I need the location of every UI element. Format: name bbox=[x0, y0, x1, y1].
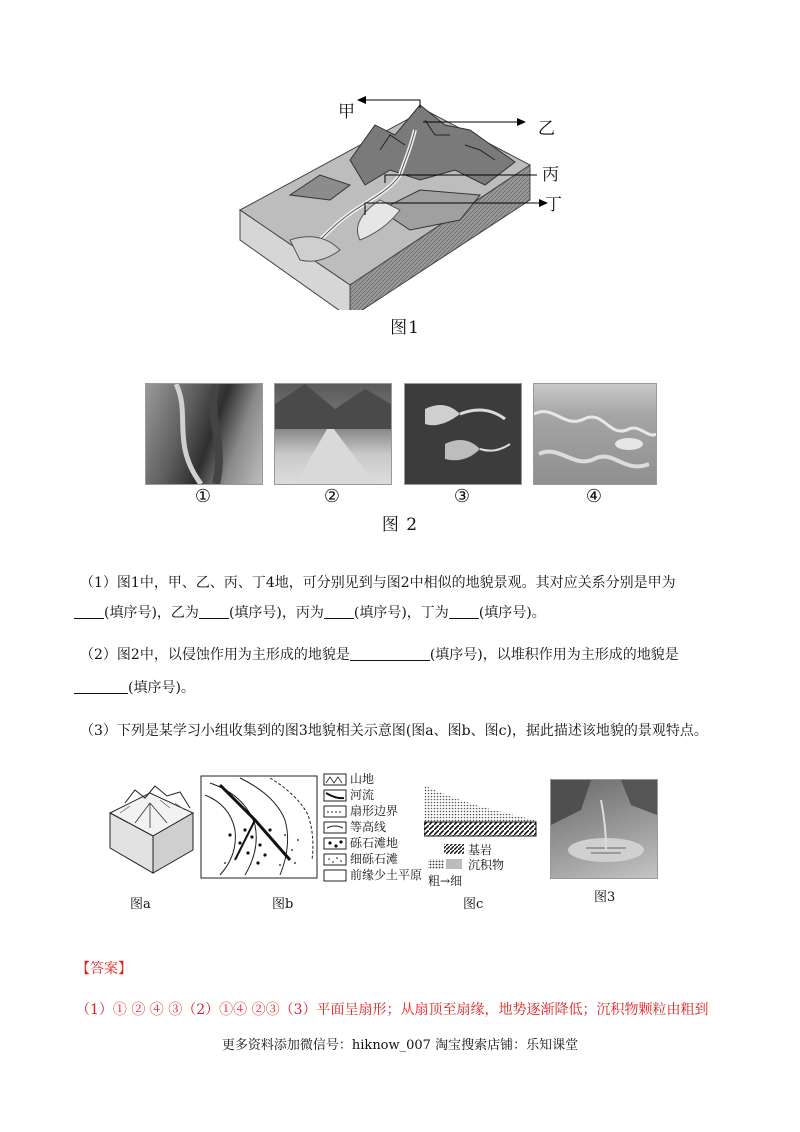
photo-alluvial-fan bbox=[274, 383, 392, 485]
caption-fig-a: 图a bbox=[130, 897, 151, 912]
question-1-line-1: （1）图1中，甲、乙、丙、丁4地，可分别见到与图2中相似的地貌景观。其对应关系分别是甲为 bbox=[80, 575, 676, 591]
q1-text-d: (填序号)。 bbox=[478, 605, 546, 621]
caption-fig-c: 图c bbox=[463, 897, 484, 912]
q2-text-c: (填序号)。 bbox=[128, 680, 195, 696]
legend-front-plain: 前缘少土平原 bbox=[350, 868, 423, 882]
figure-3a-diagram bbox=[105, 778, 195, 878]
photo-3-label: ③ bbox=[453, 486, 471, 507]
figure-3c-profile bbox=[424, 780, 539, 840]
landform-block-diagram bbox=[230, 90, 560, 310]
label-jia: 甲 bbox=[338, 102, 355, 122]
grain-fine: 细 bbox=[450, 874, 463, 888]
q1-text-a: (填序号)，乙为 bbox=[104, 605, 199, 621]
figure-1 bbox=[230, 90, 560, 310]
legend-bedrock: 基岩 bbox=[468, 843, 493, 857]
figure-3b-map bbox=[200, 775, 318, 879]
label-bing: 丙 bbox=[542, 165, 559, 185]
legend-grain-size bbox=[428, 873, 462, 889]
q2-text-b: (填序号)，以堆积作用为主形成的地貌是 bbox=[429, 647, 679, 663]
photo-4-label: ④ bbox=[585, 486, 603, 507]
legend-fine-gravel: 细砾石滩 bbox=[350, 852, 399, 866]
question-3: （3）下列是某学习小组收集到的图3地貌相关示意图(图a、图b、图c)，据此描述该地貌的景观特点。 bbox=[80, 723, 708, 739]
figure-1-caption: 图1 bbox=[390, 318, 420, 338]
figure-3c-legend bbox=[426, 842, 536, 892]
question-2-line-1 bbox=[80, 645, 679, 665]
label-yi: 乙 bbox=[538, 119, 555, 139]
legend-c-swatches bbox=[426, 842, 466, 874]
photo-1-label: ① bbox=[194, 486, 212, 507]
legend-fan-boundary: 扇形边界 bbox=[350, 804, 399, 818]
q1-text-c: (填序号)，丁为 bbox=[353, 605, 449, 621]
answer-text: （1）① ② ④ ③（2）①④ ②③（3）平面呈扇形；从扇顶至扇缘，地势逐渐降低；沉积物颗粒由粗到 bbox=[76, 1002, 709, 1018]
photo-meandering-river bbox=[533, 383, 657, 485]
grain-coarse: 粗 bbox=[428, 874, 441, 888]
legend-contour: 等高线 bbox=[350, 820, 387, 834]
photo-alluvial-fan-town bbox=[550, 779, 658, 879]
caption-fig-3: 图3 bbox=[594, 890, 616, 905]
footer-note: 更多资料添加微信号：hiknow_007 淘宝搜索店铺：乐知课堂 bbox=[221, 1038, 579, 1053]
legend-mountain: 山地 bbox=[350, 772, 375, 786]
arrow-right-icon: → bbox=[440, 874, 451, 888]
question-1-line-2 bbox=[74, 603, 546, 623]
answer-heading: 【答案】 bbox=[76, 961, 132, 977]
legend-swatches bbox=[322, 771, 348, 886]
caption-fig-b: 图b bbox=[272, 897, 294, 912]
figure-3b-legend bbox=[322, 771, 434, 886]
photo-delta-aerial bbox=[404, 383, 522, 485]
figure-2-caption: 图 2 bbox=[381, 515, 419, 535]
q2-text-a: （2）图2中，以侵蚀作用为主形成的地貌是 bbox=[80, 647, 350, 663]
label-ding: 丁 bbox=[545, 195, 562, 215]
q1-text-b: (填序号)，丙为 bbox=[228, 605, 324, 621]
legend-sediment: 沉积物 bbox=[468, 858, 505, 872]
photo-2-label: ② bbox=[323, 486, 341, 507]
legend-gravel-flat: 砾石滩地 bbox=[350, 836, 399, 850]
legend-river: 河流 bbox=[350, 788, 375, 802]
question-2-line-2 bbox=[74, 678, 195, 698]
photo-gorge bbox=[145, 383, 263, 485]
